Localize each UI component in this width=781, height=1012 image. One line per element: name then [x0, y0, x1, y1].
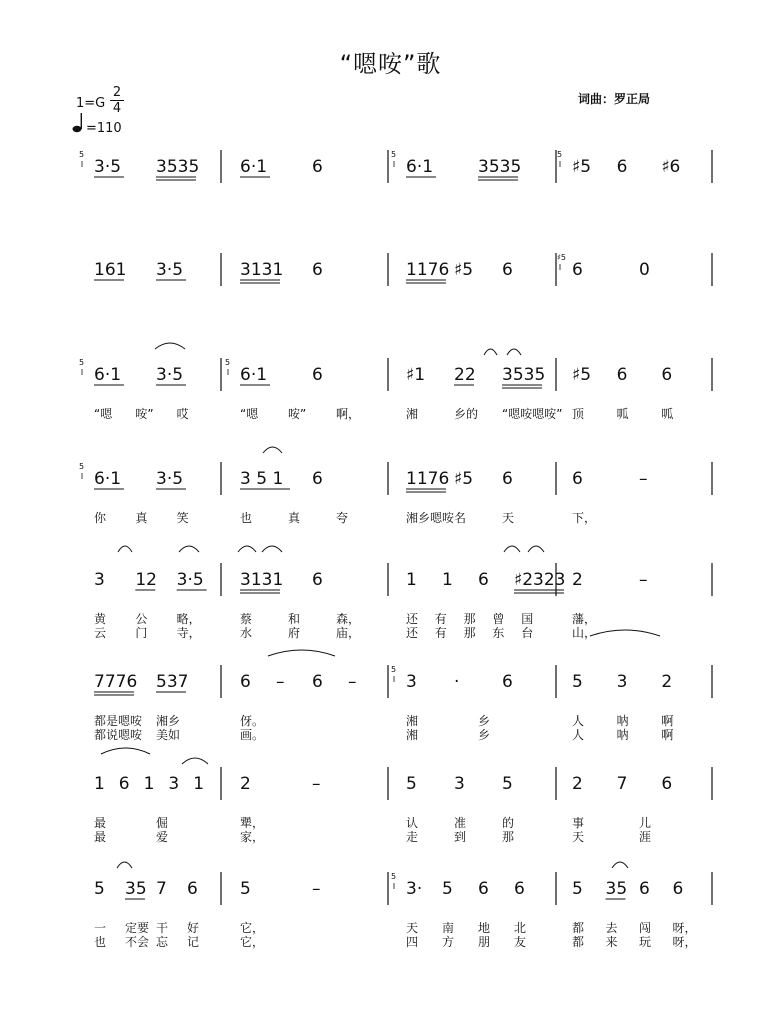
lyric-text: 最 [94, 816, 107, 830]
note-group: 1 [406, 570, 417, 590]
note-group: 6 [661, 774, 673, 794]
note-group: 6 [478, 879, 489, 899]
lyric-text: 湘 [406, 714, 419, 728]
credit: 词曲：罗正局 [578, 92, 651, 106]
note-group: 3·5 [94, 157, 122, 177]
note-group: 5 [94, 879, 105, 899]
note-group: 3 [94, 570, 105, 590]
lyric-text: 顶 [572, 407, 585, 421]
note-group: 6 [572, 469, 583, 489]
lyric-text: 朋 [478, 935, 491, 949]
note-group: – [639, 570, 648, 590]
note-group: 6 [616, 157, 628, 177]
lyric-text: 友 [514, 935, 527, 949]
lyric-text: 呱 [661, 407, 674, 421]
lyric-text: 那 [463, 612, 476, 626]
note-group: 6 [240, 672, 251, 692]
lyric-text: 都说嗯咹 [94, 728, 143, 742]
note-group: 6 [478, 570, 489, 590]
lyric-text: 湘 [406, 728, 419, 742]
note-group: ♯5 [454, 260, 474, 280]
lyric-text: “嗯咹嗯咹” [502, 407, 563, 421]
tempo-marking: =110 [86, 121, 122, 136]
note-group: 12 [135, 570, 157, 590]
lyric-text: 山， [572, 626, 597, 640]
slur-arc [238, 546, 256, 552]
lyric-text: 玩 [639, 935, 652, 949]
lyric-text: 人 [572, 728, 585, 742]
note-group: 1 [94, 774, 105, 794]
lyric-text: 呀， [672, 935, 697, 949]
note-group: 6·1 [240, 365, 268, 385]
lyric-text: 夸 [336, 511, 349, 525]
lyric-text: 天 [406, 921, 419, 935]
lyric-text: 笑 [176, 511, 189, 525]
page-title: “嗯咹”歌 [339, 50, 442, 78]
lyric-text: 准 [454, 816, 467, 830]
note-group: ♯1 [406, 365, 426, 385]
grace-note: 5 [79, 462, 85, 471]
slur-arc [263, 447, 282, 453]
lyric-text: 名 [454, 511, 467, 525]
lyric-text: “嗯 [94, 407, 113, 421]
lyric-text: 真 [135, 511, 148, 525]
lyric-text: 认 [406, 816, 419, 830]
lyric-text: 蔡 [240, 612, 253, 626]
grace-note: 5 [225, 358, 231, 367]
slur-arc [118, 546, 132, 552]
note-group: 6 [661, 365, 673, 385]
lyric-text: 爱 [156, 830, 169, 844]
lyric-text: 府 [288, 626, 301, 640]
note-group: 2 [661, 672, 673, 692]
lyric-text: 的 [502, 816, 515, 830]
lyric-text: 咹” [288, 407, 307, 421]
lyric-text: 曾 [492, 612, 505, 626]
slur-arc [612, 862, 628, 868]
lyric-text: 乡的 [454, 407, 479, 421]
time-signature-bottom: 4 [112, 101, 122, 116]
lyric-text: 那 [463, 626, 476, 640]
grace-note: 5 [391, 150, 397, 159]
key-signature: 1=G [76, 96, 106, 111]
lyric-text: 呀， [672, 921, 697, 935]
lyric-text: 最 [94, 830, 107, 844]
slur-arc [182, 758, 208, 764]
lyric-text: 湘乡嗯咹 [406, 511, 455, 525]
note-group: – [276, 672, 285, 692]
slur-arc [101, 748, 150, 754]
note-group: 3 [616, 672, 628, 692]
lyric-text: 还 [406, 612, 419, 626]
lyric-text: 走 [406, 830, 419, 844]
lyric-text: 都是嗯咹 [94, 714, 143, 728]
note-group: 6 [187, 879, 198, 899]
lyric-text: 下， [572, 511, 597, 525]
lyric-text: 涯 [639, 830, 652, 844]
slur-arc [268, 650, 335, 656]
note-group: – [639, 469, 648, 489]
note-group: 1 [442, 570, 453, 590]
lyric-text: 乡 [478, 714, 491, 728]
lyric-text: 去 [605, 921, 618, 935]
note-group: 35 [125, 879, 147, 899]
grace-note: 5 [391, 665, 397, 674]
note-group: 7 [156, 879, 167, 899]
lyric-text: 忘 [156, 935, 169, 949]
lyric-text: 有 [434, 626, 447, 640]
note-group: 7776 [94, 672, 138, 692]
grace-note: ♯5 [557, 253, 566, 262]
note-group: 3535 [478, 157, 522, 177]
grace-note: 5 [391, 872, 397, 881]
lyric-text: 你 [94, 511, 107, 525]
note-group: 7 [616, 774, 628, 794]
lyric-text: 记 [187, 935, 200, 949]
slur-arc [155, 343, 185, 349]
lyric-text: 森， [336, 612, 361, 626]
grace-note: 5 [79, 150, 85, 159]
note-group: 5 [240, 879, 251, 899]
lyric-text: 黄 [94, 612, 107, 626]
slur-arc [590, 630, 660, 636]
lyric-text: 它， [240, 935, 265, 949]
lyric-text: 门 [135, 626, 148, 640]
lyric-text: 有 [434, 612, 447, 626]
note-group: 1 [193, 774, 205, 794]
note-group: 6 [312, 365, 323, 385]
note-group: 1176 [406, 469, 450, 489]
lyric-text: 家， [240, 830, 265, 844]
lyric-text: 犟， [240, 816, 265, 830]
lyric-text: 寺， [176, 626, 201, 640]
note-group: 3·5 [156, 469, 184, 489]
grace-note: 5 [557, 150, 563, 159]
lyric-text: 事 [572, 816, 585, 830]
lyric-text: 一 [94, 921, 107, 935]
slur-arc [507, 349, 521, 355]
slur-arc [484, 349, 497, 355]
lyric-text: 水 [240, 626, 253, 640]
grace-note: 5 [79, 358, 85, 367]
slur-arc [262, 546, 282, 552]
note-group: 6 [514, 879, 525, 899]
note-group: 6 [312, 469, 323, 489]
note-group: 0 [639, 260, 650, 280]
note-group: 6 [502, 260, 513, 280]
slur-arc [117, 862, 132, 868]
lyric-text: 台 [521, 626, 534, 640]
note-group: 6 [312, 672, 323, 692]
note-group: · [454, 672, 460, 692]
note-group: 5 [442, 879, 453, 899]
lyric-text: 呐 [616, 714, 629, 728]
note-group: 3 5 1 [240, 469, 284, 489]
note-group: – [312, 774, 321, 794]
note-group: 2 [572, 570, 583, 590]
note-group: 3 [454, 774, 465, 794]
lyric-text: 美如 [156, 728, 181, 742]
note-group: 1 [143, 774, 155, 794]
lyric-text: 它， [240, 921, 265, 935]
slur-arc [504, 546, 520, 552]
note-group: 5 [572, 879, 583, 899]
note-group: – [312, 879, 321, 899]
note-group: 6·1 [406, 157, 434, 177]
lyric-text: 南 [442, 921, 455, 935]
lyric-text: 也 [94, 935, 107, 949]
note-group: 537 [156, 672, 189, 692]
note-group: 6 [502, 672, 513, 692]
lyric-text: 闯 [639, 921, 652, 935]
lyric-text: 好 [187, 921, 200, 935]
note-group: 6 [572, 260, 583, 280]
lyric-text: 来 [605, 935, 618, 949]
lyric-text: 干 [156, 921, 169, 935]
note-group: 6 [672, 879, 684, 899]
slur-arc [179, 546, 199, 552]
lyric-text: 都 [572, 935, 585, 949]
note-group: – [348, 672, 357, 692]
lyric-text: 天 [502, 511, 515, 525]
lyric-text: 那 [502, 830, 515, 844]
note-group: 6 [118, 774, 130, 794]
note-group: 3 [406, 672, 417, 692]
lyric-text: 和 [288, 612, 301, 626]
lyric-text: 不会 [125, 935, 150, 949]
lyric-text: 呱 [616, 407, 629, 421]
lyric-text: 倔 [156, 816, 169, 830]
lyric-text: 啊， [336, 407, 361, 421]
note-group: 6 [312, 570, 323, 590]
note-group: 3131 [240, 570, 284, 590]
note-group: 3 [168, 774, 180, 794]
lyric-text: 地 [478, 921, 491, 935]
note-group: 3·5 [156, 260, 184, 280]
lyric-text: 咹” [135, 407, 154, 421]
slur-arc [528, 546, 544, 552]
note-group: 5 [406, 774, 417, 794]
note-group: ♯2323 [514, 570, 566, 590]
note-group: 6 [616, 365, 628, 385]
lyric-text: 也 [240, 511, 253, 525]
note-group: 22 [454, 365, 476, 385]
lyric-text: 还 [406, 626, 419, 640]
lyric-text: 公 [135, 612, 148, 626]
lyric-text: 呐 [616, 728, 629, 742]
lyric-text: 方 [442, 935, 455, 949]
lyric-text: 伢。 [240, 714, 265, 728]
lyric-text: 乡 [478, 728, 491, 742]
note-group: 5 [572, 672, 583, 692]
lyric-text: 庙， [336, 626, 361, 640]
note-group: ♯5 [572, 365, 592, 385]
lyric-text: 啊 [661, 714, 674, 728]
lyric-text: “嗯 [240, 407, 259, 421]
lyric-text: 啊 [661, 728, 674, 742]
lyric-text: 北 [514, 921, 527, 935]
time-signature-top: 2 [112, 85, 122, 100]
lyric-text: 东 [492, 626, 505, 640]
note-group: 6 [502, 469, 513, 489]
lyric-text: 哎 [176, 407, 189, 421]
note-group: 3· [406, 879, 423, 899]
lyric-text: 湘乡 [156, 714, 181, 728]
note-group: 6 [312, 260, 323, 280]
lyric-text: 人 [572, 714, 585, 728]
note-group: 3·5 [176, 570, 204, 590]
note-group: 161 [94, 260, 127, 280]
lyric-text: 湘 [406, 407, 419, 421]
lyric-text: 国 [521, 612, 534, 626]
note-group: 3131 [240, 260, 284, 280]
note-group: 3535 [156, 157, 200, 177]
note-group: 2 [572, 774, 583, 794]
note-group: 6·1 [240, 157, 268, 177]
lyric-text: 定要 [125, 921, 150, 935]
lyric-text: 略， [176, 612, 201, 626]
lyric-text: 到 [454, 830, 467, 844]
lyric-text: 天 [572, 830, 585, 844]
lyric-text: 儿 [639, 816, 652, 830]
note-group: 1176 [406, 260, 450, 280]
lyric-text: 云 [94, 626, 107, 640]
lyric-text: 都 [572, 921, 585, 935]
lyric-text: 画。 [240, 728, 265, 742]
note-group: 2 [240, 774, 251, 794]
lyric-text: 藩， [572, 612, 597, 626]
lyric-text: 真 [288, 511, 301, 525]
lyric-text: 四 [406, 935, 419, 949]
note-group: ♯6 [661, 157, 681, 177]
note-group: 6·1 [94, 365, 122, 385]
note-group: ♯5 [454, 469, 474, 489]
note-group: ♯5 [572, 157, 592, 177]
note-group: 3535 [502, 365, 546, 385]
note-group: 6 [639, 879, 650, 899]
note-group: 3·5 [156, 365, 184, 385]
note-group: 6·1 [94, 469, 122, 489]
note-group: 5 [502, 774, 513, 794]
note-group: 35 [605, 879, 628, 899]
note-group: 6 [312, 157, 323, 177]
